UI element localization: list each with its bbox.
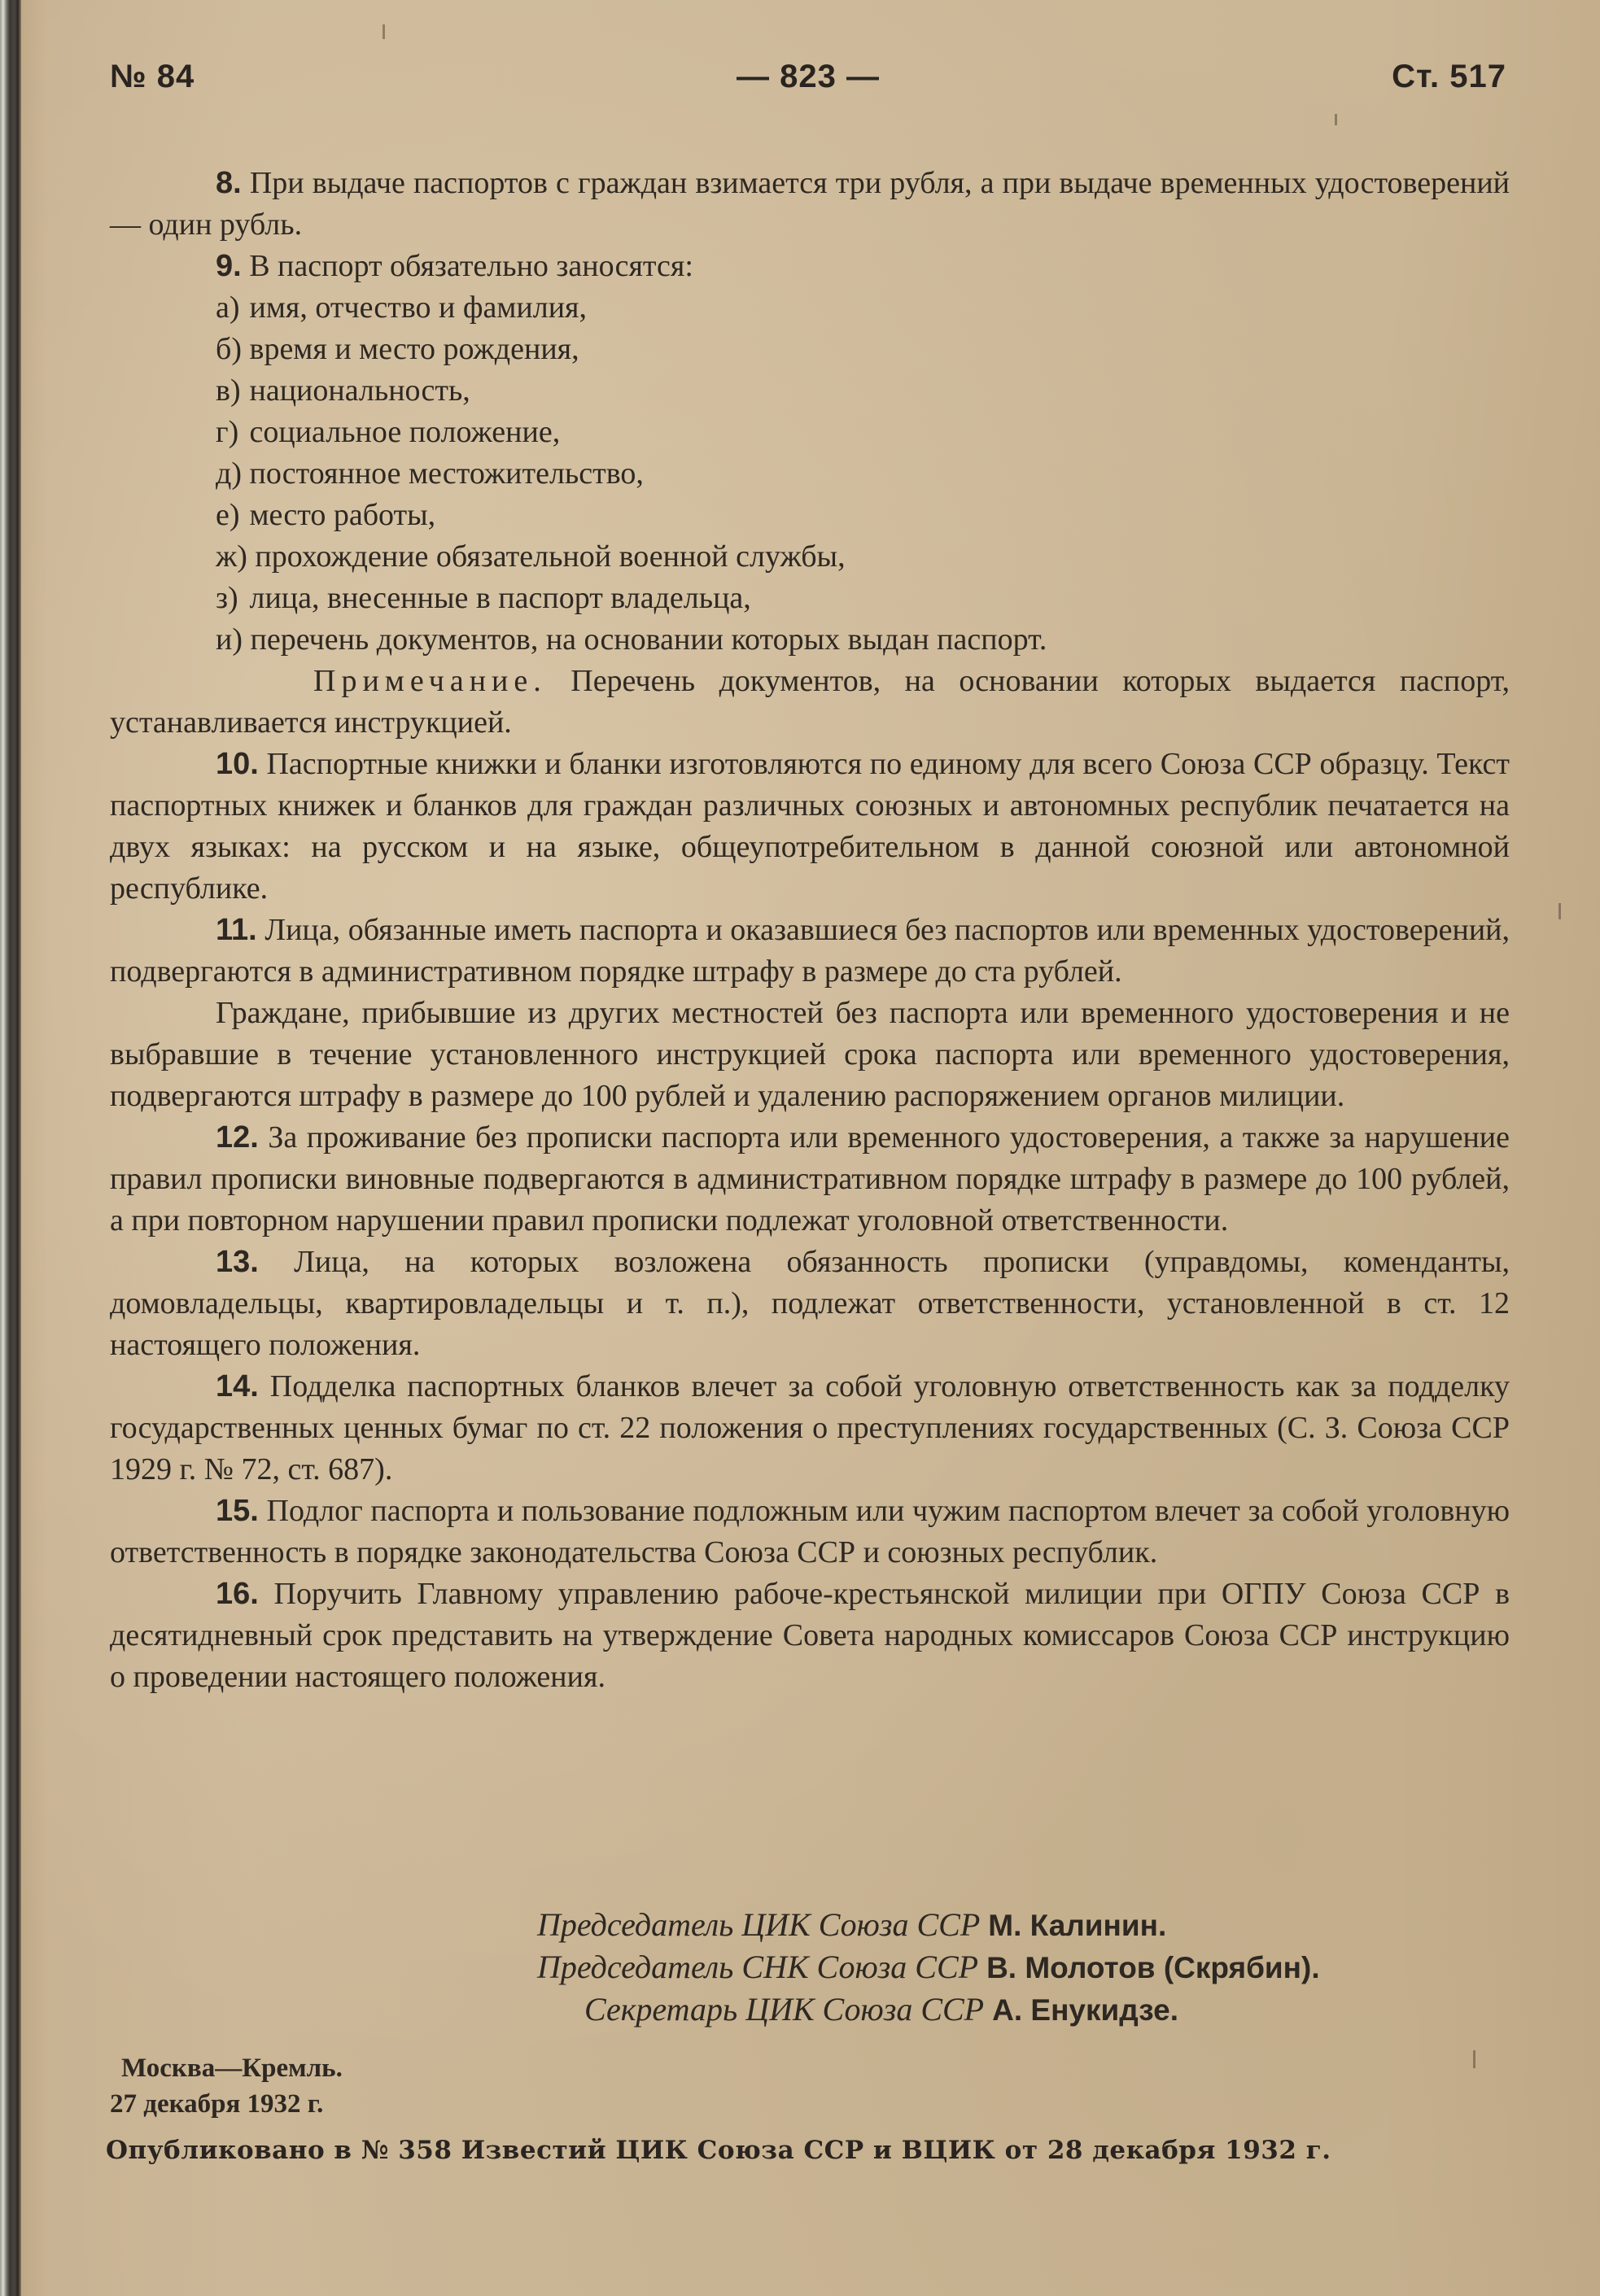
list-letter: а): [216, 290, 240, 325]
issue-number: № 84: [110, 59, 195, 94]
signatory-name: М. Калинин.: [988, 1909, 1167, 1942]
signatory-title: Председатель СНК Союза ССР: [537, 1949, 979, 1985]
place-date: 27 декабря 1932 г.: [110, 2089, 324, 2119]
signature-line: [537, 1988, 1320, 2031]
section-text: Лица, на которых возложена обязанность прописки (управдомы, коменданты, домовладельцы, квартировладельцы и т. п.), подлежат ответственности, установленной в ст. 12 настоящего положения.: [110, 1245, 1510, 1362]
list-item: [216, 619, 1510, 661]
page-header: [110, 59, 1506, 107]
list-text: прохождение обязательной военной службы,: [255, 539, 846, 574]
section-text: Подлог паспорта и пользование подложным или чужим паспортом влечет за собой уголовную ответственность в порядке законодательства Союза ССР и союзных республик.: [110, 1494, 1510, 1569]
note: [110, 661, 1510, 744]
list-text: место работы,: [249, 498, 436, 532]
list-item: [216, 412, 1510, 453]
list-text: постоянное местожительство,: [249, 456, 644, 491]
section-number: 11.: [216, 913, 257, 947]
section-text: Лица, обязанные иметь паспорта и оказавшиеся без паспортов или временных удостоверений, подвергаются в административном порядке штрафу в размере до ста рублей.: [110, 913, 1510, 989]
list-text: имя, отчество и фамилия,: [249, 290, 588, 325]
section-10: [110, 744, 1510, 910]
section-8: [110, 163, 1510, 246]
place-city: Москва—Кремль.: [121, 2054, 343, 2083]
paper-speck: [1473, 2050, 1475, 2068]
list-text: социальное положение,: [249, 415, 561, 449]
note-text: Перечень документов, на основании которых выдается паспорт, устанавливается инструкцией.: [110, 664, 1510, 740]
list-item: [216, 495, 1510, 536]
section-number: 13.: [216, 1245, 259, 1279]
list-letter: б): [216, 332, 242, 366]
place-and-date: [110, 2050, 343, 2122]
section-text: Паспортные книжки и бланки изготовляются по единому для всего Союза ССР образцу. Текст паспортных книжек и бланков для граждан различных союзных и автономных республик печатается на двух языках: на русском и на языке, общеупотребительном в данной союзной или автономной республике.: [110, 747, 1510, 906]
list-item: [216, 370, 1510, 412]
list-item: [216, 578, 1510, 619]
section-text: В паспорт обязательно заносятся:: [249, 249, 693, 283]
signatures-block: [537, 1904, 1320, 2031]
list-letter: д): [216, 456, 242, 491]
page-number: — 823 —: [737, 59, 880, 94]
list-letter: г): [216, 415, 239, 449]
passport-entries-list: [110, 287, 1510, 661]
section-15: [110, 1491, 1510, 1574]
section-11-paragraph-2: [110, 993, 1510, 1117]
section-number: 10.: [216, 747, 259, 781]
list-letter: в): [216, 373, 241, 408]
list-letter: и): [216, 622, 243, 657]
list-text: лица, внесенные в паспорт владельца,: [249, 581, 751, 615]
signatory-name: В. Молотов (Скрябин).: [986, 1951, 1320, 1984]
list-item: [216, 287, 1510, 329]
section-9: [110, 246, 1510, 287]
section-16: [110, 1574, 1510, 1698]
note-label: Примечание.: [313, 664, 547, 698]
paper-speck: [383, 24, 385, 39]
section-number: 8.: [216, 166, 242, 200]
section-text: При выдаче паспортов с граждан взимается три рубля, а при выдаче временных удостоверений — один рубль.: [110, 166, 1510, 242]
list-text: перечень документов, на основании которых выдан паспорт.: [250, 622, 1047, 657]
signature-line: [537, 1904, 1320, 1946]
signatory-title: Секретарь ЦИК Союза ССР: [584, 1991, 985, 2028]
list-item: [216, 453, 1510, 495]
section-number: 9.: [216, 249, 242, 283]
list-letter: е): [216, 498, 240, 532]
publication-note: Опубликовано в № 358 Известий ЦИК Союза ССР и ВЦИК от 28 декабря 1932 г.: [106, 2136, 1331, 2165]
section-12: [110, 1117, 1510, 1242]
section-14: [110, 1366, 1510, 1491]
section-number: 14.: [216, 1369, 259, 1403]
section-number: 12.: [216, 1120, 259, 1155]
document-body: [110, 163, 1510, 1698]
list-item: [216, 536, 1510, 578]
list-text: национальность,: [249, 373, 470, 408]
section-number: 15.: [216, 1494, 259, 1528]
article-number: Ст. 517: [1392, 59, 1506, 94]
section-number: 16.: [216, 1577, 259, 1611]
signature-line: [537, 1946, 1320, 1988]
paper-speck: [1335, 114, 1337, 125]
list-letter: ж): [216, 539, 247, 574]
section-text: Подделка паспортных бланков влечет за собой уголовную ответственность как за подделку государственных ценных бумаг по ст. 22 положения о преступлениях государственных (С. З. Союза ССР 1929 г. № 72, ст. 687).: [110, 1369, 1510, 1486]
signatory-title: Председатель ЦИК Союза ССР: [537, 1906, 981, 1943]
section-text: Поручить Главному управлению рабоче-крестьянской милиции при ОГПУ Союза ССР в десятидневный срок представить на утверждение Совета народных комиссаров Союза ССР инструкцию о проведении настоящего положения.: [110, 1577, 1510, 1694]
section-13: [110, 1242, 1510, 1366]
list-letter: з): [216, 581, 238, 615]
list-item: [216, 329, 1510, 370]
book-binding-edge: [0, 0, 21, 2296]
signatory-name: А. Енукидзе.: [992, 1993, 1178, 2027]
section-11: [110, 910, 1510, 993]
section-text: За проживание без прописки паспорта или временного удостоверения, а также за нарушение правил прописки виновные подвергаются в административном порядке штрафу в размере до 100 рублей, а при повторном нарушении правил прописки подлежат уголовной ответственности.: [110, 1120, 1510, 1237]
section-text: Граждане, прибывшие из других местностей без паспорта или временного удостоверения и не выбравшие в течение установленного инструкцией срока паспорта или временного удостоверения, подвергаются штрафу в размере до 100 рублей и удалению распоряжением органов милиции.: [110, 996, 1510, 1113]
paper-speck: [1558, 903, 1561, 919]
list-text: время и место рождения,: [249, 332, 579, 366]
